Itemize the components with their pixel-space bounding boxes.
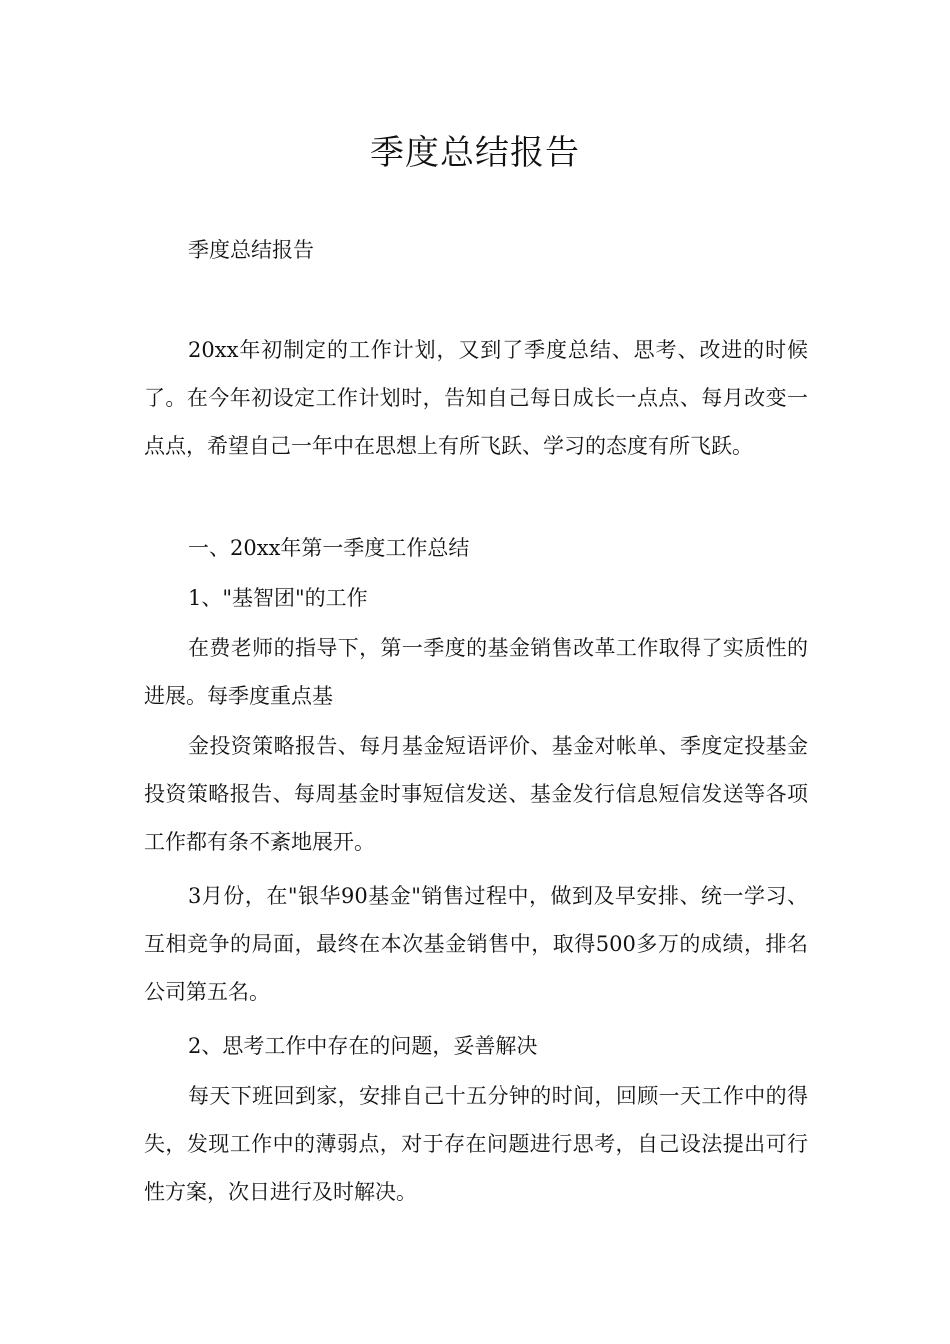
paragraph-fund-reports: 金投资策略报告、每月基金短语评价、基金对帐单、季度定投基金投资策略报告、每周基金时事短信发送、基金发行信息短信发送等各项工作都有条不紊地展开。 — [144, 734, 808, 854]
document-subtitle: 季度总结报告 — [188, 238, 314, 262]
section-heading-1: 一、20xx年第一季度工作总结 — [188, 536, 470, 560]
document-title: 季度总结报告 — [370, 133, 580, 173]
paragraph-daily-review: 每天下班回到家，安排自己十五分钟的时间，回顾一天工作中的得失，发现工作中的薄弱点，对于存在问题进行思考，自己设法提出可行性方案，次日进行及时解决。 — [144, 1084, 808, 1204]
paragraph-march-sales: 3月份，在"银华90基金"销售过程中，做到及早安排、统一学习、互相竞争的局面，最终在本次基金销售中，取得500多万的成绩，排名公司第五名。 — [144, 884, 808, 1004]
subsection-heading-1: 1、"基智团"的工作 — [188, 586, 368, 610]
paragraph-fund-reform: 在费老师的指导下，第一季度的基金销售改革工作取得了实质性的进展。每季度重点基 — [144, 636, 808, 708]
subsection-heading-2: 2、思考工作中存在的问题，妥善解决 — [188, 1034, 538, 1058]
paragraph-intro: 20xx年初制定的工作计划，又到了季度总结、思考、改进的时候了。在今年初设定工作计划时，告知自己每日成长一点点、每月改变一点点，希望自己一年中在思想上有所飞跃、学习的态度有所飞跃。 — [144, 338, 808, 458]
